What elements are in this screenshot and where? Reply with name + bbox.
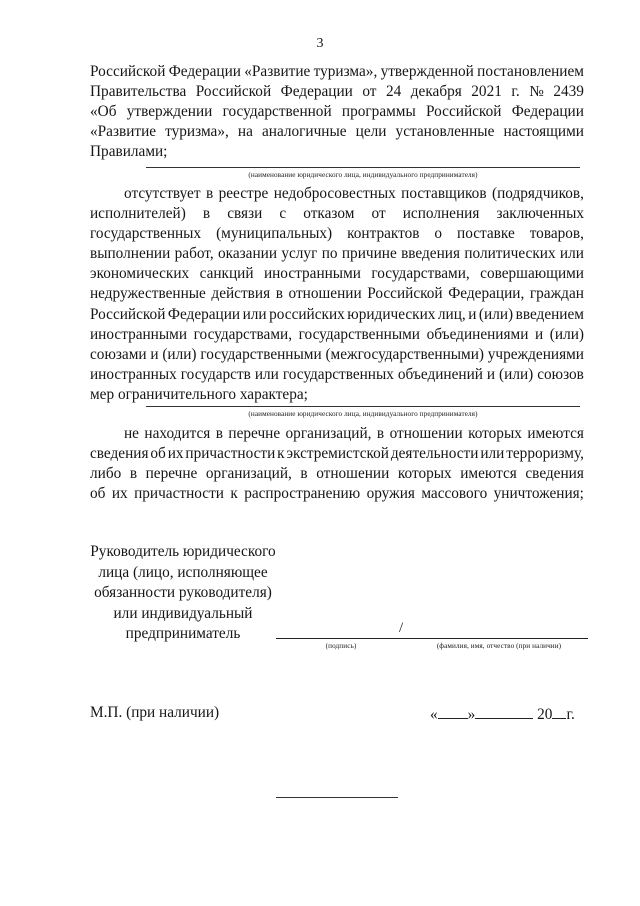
word: отсутствует bbox=[124, 185, 201, 202]
day-blank bbox=[438, 704, 468, 719]
word: «Об bbox=[90, 103, 117, 121]
text-line bbox=[90, 284, 584, 304]
word: перечне bbox=[145, 465, 198, 483]
word: находится bbox=[144, 425, 211, 442]
signature-separator: / bbox=[399, 620, 404, 636]
word: в bbox=[205, 185, 214, 202]
text-line bbox=[90, 244, 584, 264]
text-line bbox=[90, 345, 584, 365]
month-blank bbox=[475, 704, 533, 719]
word: Российской bbox=[367, 285, 443, 303]
word: недобросовестных bbox=[273, 185, 396, 202]
name-field-line-1 bbox=[146, 167, 580, 168]
word: в bbox=[300, 465, 308, 483]
word: в bbox=[129, 465, 138, 483]
text-line bbox=[90, 264, 584, 284]
date-open-quote: « bbox=[430, 706, 438, 723]
word: юридических bbox=[347, 305, 436, 323]
stamp-label: М.П. (при наличии) bbox=[90, 704, 220, 721]
text-line: мер ограничительного характера; bbox=[90, 385, 308, 403]
footnote-divider bbox=[276, 797, 398, 798]
word: учреждениями bbox=[487, 345, 584, 363]
word: на bbox=[237, 123, 253, 141]
word: (межгосударственными) bbox=[325, 345, 484, 363]
word: об bbox=[90, 485, 106, 503]
word: политических bbox=[464, 245, 556, 263]
word: 2439 bbox=[553, 83, 584, 101]
word: выполнении bbox=[90, 245, 171, 263]
word: (муниципальных) bbox=[216, 225, 333, 243]
year-blank bbox=[552, 704, 566, 719]
name-field-caption-1: (наименование юридического лица, индивидуального предпринимателя) bbox=[248, 171, 478, 179]
word: Российской bbox=[195, 83, 272, 101]
word: исполнения bbox=[402, 205, 480, 223]
text-line bbox=[90, 82, 584, 102]
word: в bbox=[275, 285, 283, 303]
word: государственными bbox=[298, 325, 420, 343]
word: 2021 bbox=[471, 83, 502, 101]
text-line bbox=[90, 122, 584, 142]
signature-line bbox=[276, 638, 588, 639]
word: введением bbox=[515, 305, 584, 323]
word: государственных bbox=[90, 225, 202, 243]
signatory-role bbox=[88, 542, 278, 645]
word: с bbox=[279, 205, 287, 223]
full-name-caption: (фамилия, имя, отчество (при наличии) bbox=[436, 642, 562, 650]
word: причастности bbox=[185, 445, 276, 463]
word: организаций, bbox=[205, 465, 292, 483]
text-line: обязанности руководителя) bbox=[94, 584, 272, 601]
word: настоящими bbox=[503, 123, 584, 141]
word: декабря bbox=[410, 83, 462, 101]
word: государств bbox=[180, 365, 251, 383]
word: поставке bbox=[457, 225, 515, 243]
word: в bbox=[202, 205, 211, 223]
word: совершающими bbox=[480, 265, 584, 283]
word: отношении bbox=[288, 285, 362, 303]
word: имеются bbox=[527, 425, 584, 442]
word: иностранных bbox=[90, 365, 177, 383]
word: связи bbox=[227, 205, 263, 223]
word: или bbox=[480, 445, 505, 463]
word: их bbox=[111, 485, 128, 503]
word: иностранными bbox=[263, 265, 361, 283]
word: услуг bbox=[281, 245, 318, 263]
word: объединений bbox=[397, 365, 483, 383]
word: распространению bbox=[244, 485, 361, 503]
word: (или) bbox=[499, 365, 534, 383]
text-line bbox=[90, 365, 584, 385]
word: или bbox=[254, 365, 279, 383]
word: цели bbox=[355, 123, 387, 141]
word: утверждении bbox=[126, 103, 213, 121]
word: по bbox=[321, 245, 338, 263]
word: туризма», bbox=[313, 63, 378, 80]
year-suffix: г. bbox=[566, 706, 575, 723]
word: и bbox=[150, 345, 159, 363]
word: Федерации bbox=[280, 83, 353, 101]
word: Федерации bbox=[511, 103, 584, 121]
paragraph-registry-statement bbox=[90, 184, 584, 405]
word: их bbox=[167, 445, 184, 463]
word: сведения bbox=[525, 465, 584, 483]
word: не bbox=[124, 425, 139, 442]
word: союзами bbox=[90, 345, 147, 363]
word: к bbox=[277, 445, 285, 463]
name-field-line-2 bbox=[146, 406, 580, 407]
word: оружия bbox=[366, 485, 415, 503]
word: утвержденной bbox=[380, 63, 474, 80]
word: государствами, bbox=[371, 265, 470, 283]
word: отношении bbox=[389, 425, 463, 442]
word: имеются bbox=[460, 465, 517, 483]
word: массового bbox=[421, 485, 488, 503]
word: в bbox=[376, 425, 385, 442]
word: в bbox=[215, 425, 223, 442]
word: причастности bbox=[134, 485, 224, 503]
word: либо bbox=[90, 465, 122, 483]
word: перечне bbox=[228, 425, 281, 442]
text-line bbox=[90, 484, 584, 504]
word: Федерации bbox=[168, 63, 241, 80]
word: союзов bbox=[537, 365, 584, 383]
word: туризма», bbox=[165, 123, 229, 141]
text-line bbox=[90, 62, 584, 82]
text-line: лица (лицо, исполняющее bbox=[98, 563, 268, 581]
word: (или) bbox=[478, 305, 514, 323]
word: реестре bbox=[218, 185, 269, 202]
date-field bbox=[430, 704, 575, 724]
word: (или) bbox=[162, 345, 197, 363]
word: Российской bbox=[90, 63, 166, 80]
word: об bbox=[150, 445, 166, 463]
word: государственной bbox=[222, 103, 332, 121]
paragraph-extremism-statement bbox=[90, 424, 584, 504]
word: организаций, bbox=[285, 425, 372, 442]
word: контрактов bbox=[347, 225, 420, 243]
year-prefix: 20 bbox=[537, 706, 553, 723]
word: причине bbox=[341, 245, 397, 263]
word: граждан bbox=[529, 285, 584, 303]
word: Федерации bbox=[167, 305, 241, 323]
text-line bbox=[90, 204, 584, 224]
word: установленные bbox=[395, 123, 495, 141]
word: действия bbox=[211, 285, 271, 303]
text-line bbox=[90, 444, 584, 464]
word: постановлением bbox=[477, 63, 584, 80]
word: отказом bbox=[303, 205, 355, 223]
word: объединениями bbox=[426, 325, 529, 343]
text-line bbox=[90, 305, 584, 325]
text-line: Правилами; bbox=[90, 143, 168, 161]
word: российских bbox=[269, 305, 345, 323]
word: которых bbox=[397, 465, 452, 483]
word: государственными bbox=[200, 345, 322, 363]
word: санкций bbox=[199, 265, 254, 283]
signature-caption: (подпись) bbox=[325, 642, 357, 650]
word: г. bbox=[511, 83, 520, 101]
page-number: 3 bbox=[316, 36, 324, 51]
word: «Развитие bbox=[244, 63, 311, 80]
text-line: предприниматель bbox=[125, 625, 241, 642]
text-line: или индивидуальный bbox=[113, 604, 253, 622]
word: экстремистской bbox=[286, 445, 389, 463]
word: сведения bbox=[90, 445, 149, 463]
word: (подрядчиков, bbox=[491, 185, 584, 202]
word: к bbox=[230, 485, 238, 503]
text-line bbox=[90, 184, 584, 204]
text-line: Руководитель юридического bbox=[90, 543, 276, 560]
word: программы bbox=[341, 103, 416, 121]
word: аналогичные bbox=[261, 123, 347, 141]
word: и bbox=[535, 325, 544, 343]
text-line bbox=[90, 102, 584, 122]
word: Федерации, bbox=[448, 285, 525, 303]
word: лиц, bbox=[437, 305, 466, 323]
word: недружественные bbox=[90, 285, 206, 303]
word: деятельности bbox=[390, 445, 479, 463]
word: которых bbox=[468, 425, 522, 442]
word: о bbox=[434, 225, 443, 243]
word: исполнителей) bbox=[90, 205, 186, 223]
text-line bbox=[90, 424, 584, 444]
word: Российской bbox=[90, 305, 166, 323]
word: государственных bbox=[282, 365, 394, 383]
word: «Развитие bbox=[90, 123, 157, 141]
word: или bbox=[242, 305, 267, 323]
word: № bbox=[529, 83, 544, 101]
word: и bbox=[468, 305, 477, 323]
word: или bbox=[559, 245, 584, 263]
paragraph-program-reference bbox=[90, 62, 584, 162]
text-line bbox=[90, 224, 584, 244]
word: Российской bbox=[426, 103, 502, 121]
word: от bbox=[362, 83, 377, 101]
text-line bbox=[90, 325, 584, 345]
word: уничтожения; bbox=[493, 485, 584, 503]
word: (или) bbox=[549, 325, 584, 343]
word: отношении bbox=[316, 465, 390, 483]
word: Правительства bbox=[90, 83, 187, 101]
word: 24 bbox=[385, 83, 402, 101]
word: введения bbox=[401, 245, 461, 263]
word: государствами, bbox=[193, 325, 293, 343]
word: поставщиков bbox=[401, 185, 487, 202]
text-line bbox=[90, 464, 584, 484]
name-field-caption-2: (наименование юридического лица, индивидуального предпринимателя) bbox=[248, 410, 478, 418]
word: товаров, bbox=[529, 225, 584, 243]
word: оказании bbox=[218, 245, 278, 263]
date-close-quote: » bbox=[467, 706, 476, 723]
word: иностранными bbox=[90, 325, 188, 343]
word: от bbox=[371, 205, 386, 223]
word: терроризму, bbox=[506, 445, 584, 463]
word: работ, bbox=[174, 245, 214, 263]
word: заключенных bbox=[496, 205, 584, 223]
word: экономических bbox=[90, 265, 190, 283]
word: и bbox=[486, 365, 496, 383]
